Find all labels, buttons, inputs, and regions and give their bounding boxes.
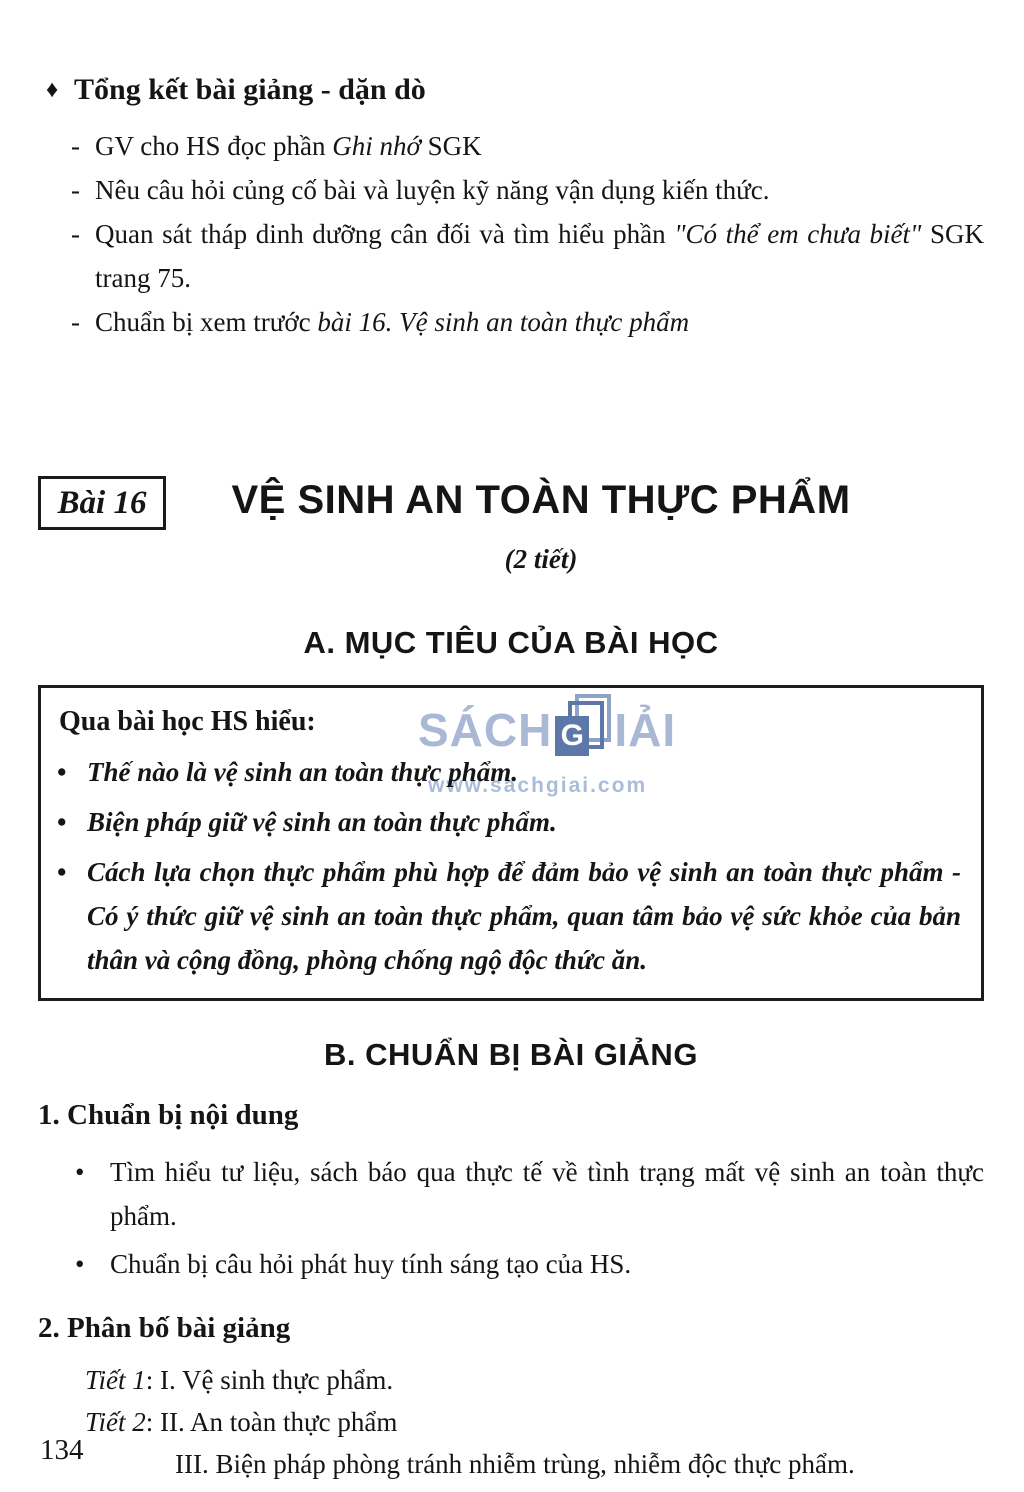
prep-item xyxy=(38,1150,984,1238)
objectives-list xyxy=(59,750,961,982)
list-item xyxy=(38,124,984,168)
item-text: Quan sát tháp dinh dưỡng cân đối và tìm hiểu phần xyxy=(95,219,675,249)
item-text-italic: "Có thể em chưa biết" xyxy=(674,219,922,249)
watermark-url: www.sachgiai.com xyxy=(428,774,648,797)
section-a-heading: A. MỤC TIÊU CỦA BÀI HỌC xyxy=(303,625,719,660)
list-item xyxy=(38,212,984,300)
item-text: SGK xyxy=(420,131,482,161)
dash-bullet-icon: - xyxy=(71,175,80,205)
watermark-brand-right: IẢI xyxy=(614,704,677,756)
lesson-number-badge: Bài 16 xyxy=(38,476,166,530)
dot-bullet-icon: • xyxy=(57,857,67,887)
list-item xyxy=(38,300,984,344)
objective-item xyxy=(59,750,961,794)
item-text: Chuẩn bị xem trước xyxy=(95,307,318,337)
prep-text: Tìm hiểu tư liệu, sách báo qua thực tế về tình trạng mất vệ sinh an toàn thực phẩm. xyxy=(110,1157,984,1231)
summary-heading-label: Tổng kết bài giảng - dặn dò xyxy=(74,73,426,106)
lesson-title: VỆ SINH AN TOÀN THỰC PHẨM xyxy=(231,478,851,522)
summary-list xyxy=(38,124,984,344)
schedule-text: III. Biện pháp phòng tránh nhiễm trùng, nhiễm độc thực phẩm. xyxy=(175,1449,855,1479)
lesson-header xyxy=(38,476,984,536)
item-text-italic: Ghi nhớ xyxy=(332,131,421,161)
dot-bullet-icon: • xyxy=(57,757,67,787)
item-text: SGK trang 75. xyxy=(95,219,984,293)
objectives-box xyxy=(38,685,984,1001)
logo-letter: G xyxy=(555,716,589,756)
item-text-italic: bài 16. Vệ sinh an toàn thực phẩm xyxy=(317,307,690,337)
objective-text: Cách lựa chọn thực phẩm phù hợp để đảm bảo vệ sinh an toàn thực phẩm - Có ý thức giữ vệ sinh an toàn thực phẩm, quan tâm bảo vệ sức khỏe của bản thân và cộng đồng, phòng chống ngộ độc thức ăn. xyxy=(87,857,961,975)
schedule-line xyxy=(38,1359,984,1401)
diamond-bullet-icon: ♦ xyxy=(46,77,59,103)
schedule-label: Tiết 1 xyxy=(85,1365,146,1395)
list-item xyxy=(38,168,984,212)
watermark-brand-left: SÁCH xyxy=(418,704,553,756)
schedule-label: Tiết 2 xyxy=(85,1407,146,1437)
page-number: 134 xyxy=(40,1434,84,1466)
dot-bullet-icon: • xyxy=(57,807,67,837)
summary-heading xyxy=(38,72,984,108)
section-b-heading: B. CHUẨN BỊ BÀI GIẢNG xyxy=(324,1037,698,1072)
prep-list xyxy=(38,1150,984,1286)
item-text: GV cho HS đọc phần xyxy=(95,131,333,161)
dash-bullet-icon: - xyxy=(71,131,80,161)
schedule-line xyxy=(38,1401,984,1443)
objectives-intro: Qua bài học HS hiểu: xyxy=(59,706,316,737)
schedule-text: : I. Vệ sinh thực phẩm. xyxy=(145,1365,394,1395)
dot-bullet-icon: • xyxy=(75,1249,85,1279)
objective-text: Thế nào là vệ sinh an toàn thực phẩm. xyxy=(87,757,518,787)
prep-item xyxy=(38,1242,984,1286)
schedule-list xyxy=(38,1359,984,1485)
prep-text: Chuẩn bị câu hỏi phát huy tính sáng tạo của HS. xyxy=(110,1249,632,1279)
item-text: Nêu câu hỏi củng cố bài và luyện kỹ năng vận dụng kiến thức. xyxy=(95,175,770,205)
schedule-line xyxy=(38,1443,984,1485)
objective-item xyxy=(59,800,961,844)
schedule-text: : II. An toàn thực phẩm xyxy=(145,1407,398,1437)
sub1-heading: 1. Chuẩn bị nội dung xyxy=(38,1099,299,1131)
dot-bullet-icon: • xyxy=(75,1157,85,1187)
dash-bullet-icon: - xyxy=(71,219,80,249)
dash-bullet-icon: - xyxy=(71,307,80,337)
lesson-subtitle: (2 tiết) xyxy=(504,544,578,574)
sub2-heading: 2. Phân bố bài giảng xyxy=(38,1312,291,1344)
objective-item xyxy=(59,850,961,982)
objective-text: Biện pháp giữ vệ sinh an toàn thực phẩm. xyxy=(87,807,557,837)
